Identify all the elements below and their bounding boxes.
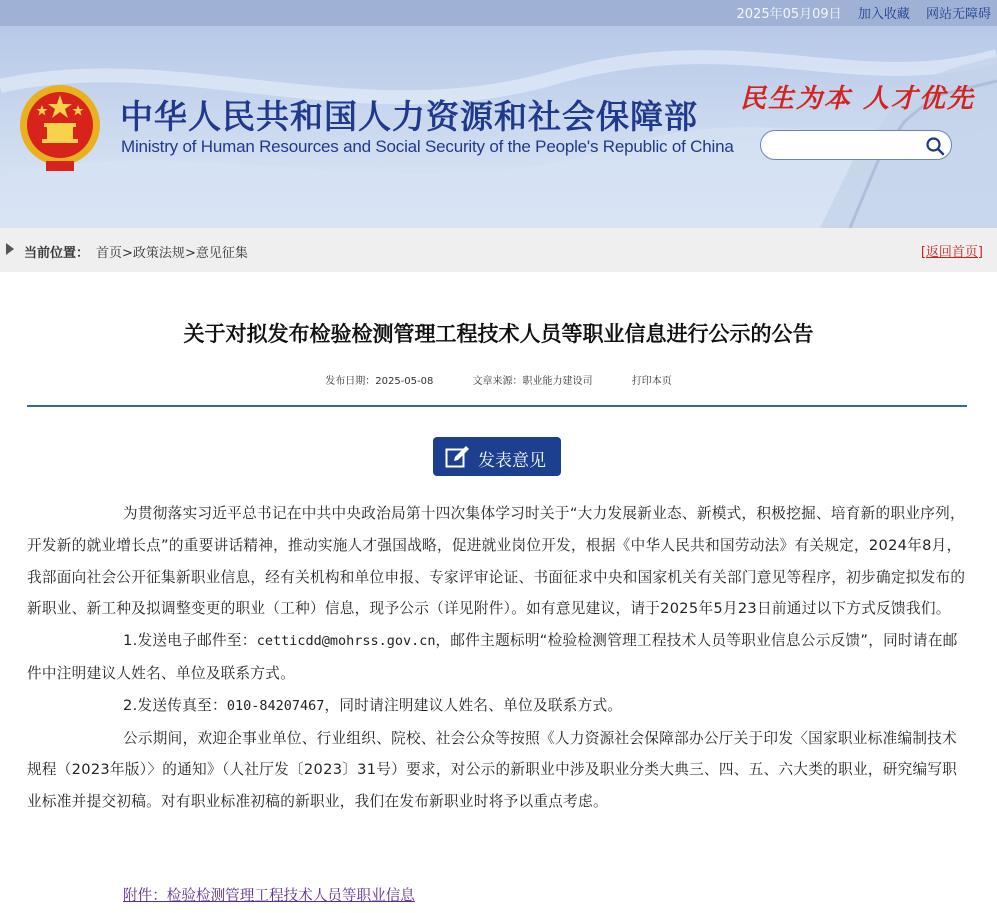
search-box (760, 130, 952, 160)
breadcrumb-label: 当前位置： (24, 246, 90, 261)
site-title-chinese: 中华人民共和国人力资源和社会保障部 (120, 97, 698, 136)
breadcrumb-separator: > (122, 246, 133, 261)
breadcrumb (96, 242, 248, 261)
site-title-english: Ministry of Human Resources and Social Security of the People's Republic of China (121, 137, 734, 156)
submit-comment-label: 发表意见 (478, 451, 546, 471)
breadcrumb-bar (0, 228, 997, 272)
title-divider (27, 405, 967, 407)
email-suffix: ，邮件主题标明“检验检测管理工程技术人员等职业信息公示反馈”，同时请在邮件中注明建议人姓名、单位及联系方式。 (27, 632, 958, 682)
breadcrumb-policy[interactable]: 政策法规 (132, 246, 185, 261)
article-body (27, 498, 969, 818)
back-to-home-link[interactable]: [返回首页] (920, 245, 983, 260)
site-header (0, 26, 997, 228)
current-date: 2025年05月09日 (736, 7, 842, 22)
national-emblem-icon (16, 81, 104, 177)
breadcrumb-consultation[interactable]: 意见征集 (195, 246, 248, 261)
top-utility-links (725, 3, 991, 22)
submit-comment-button[interactable] (433, 437, 561, 476)
fax-prefix: 2.发送传真至： (123, 696, 227, 714)
attachment-link[interactable]: 附件：检验检测管理工程技术人员等职业信息 (123, 887, 415, 904)
paragraph-fax (27, 690, 969, 723)
feedback-email: cetticdd@mohrss.gov.cn (256, 633, 436, 650)
edit-icon (445, 445, 471, 469)
site-slogan: 民生为本 人才优先 (740, 84, 976, 114)
article-meta (0, 372, 997, 387)
breadcrumb-separator: > (184, 246, 196, 261)
accessibility-link[interactable]: 网站无障碍 (925, 7, 991, 22)
publish-date: 发布日期：2025-05-08 (325, 376, 434, 387)
article-source: 文章来源：职业能力建设司 (472, 376, 593, 387)
article-title: 关于对拟发布检验检测管理工程技术人员等职业信息进行公示的公告 (183, 322, 814, 346)
paragraph-intro: 为贯彻落实习近平总书记在中共中央政治局第十四次集体学习时关于“大力发展新业态、新模式，积极挖掘、培育新的职业序列，开发新的就业增长点”的重要讲话精神，推动实施人才强国战略，促进就业岗位开发，根据《中华人民共和国劳动法》有关规定，2024年8月，我部面向社会公开征集新职业信息，经有关机构和单位申报、专家评审论证、书面征求中央和国家机关有关部门意见等程序，初步确定拟发布的新职业、新工种及拟调整变更的职业（工种）信息，现予公示（详见附件）。如有意见建议，请于2025年5月23日前通过以下方式反馈我们。 (27, 505, 966, 618)
search-icon[interactable] (925, 136, 945, 156)
search-input[interactable] (773, 136, 921, 154)
feedback-fax: 010-84207467 (226, 697, 325, 714)
bookmark-link[interactable]: 加入收藏 (857, 7, 910, 22)
breadcrumb-arrow-icon (6, 243, 14, 255)
paragraph-standards: 公示期间，欢迎企事业单位、行业组织、院校、社会公众等按照《人力资源社会保障部办公厅关于印发〈国家职业标准编制技术规程（2023年版）〉的通知》（人社厅发〔2023〕31号）要求，对公示的新职业中涉及职业分类大典三、四、五、六大类的职业，研究编写职业标准并提交初稿。对有职业标准初稿的新职业，我们在发布新职业时将予以重点考虑。 (27, 729, 958, 811)
print-page-link[interactable]: 打印本页 (631, 376, 672, 387)
paragraph-email (27, 625, 969, 690)
fax-suffix: ，同时请注明建议人姓名、单位及联系方式。 (324, 696, 623, 714)
breadcrumb-home[interactable]: 首页 (96, 246, 123, 261)
top-utility-bar (0, 0, 997, 26)
email-prefix: 1.发送电子邮件至： (123, 632, 257, 650)
